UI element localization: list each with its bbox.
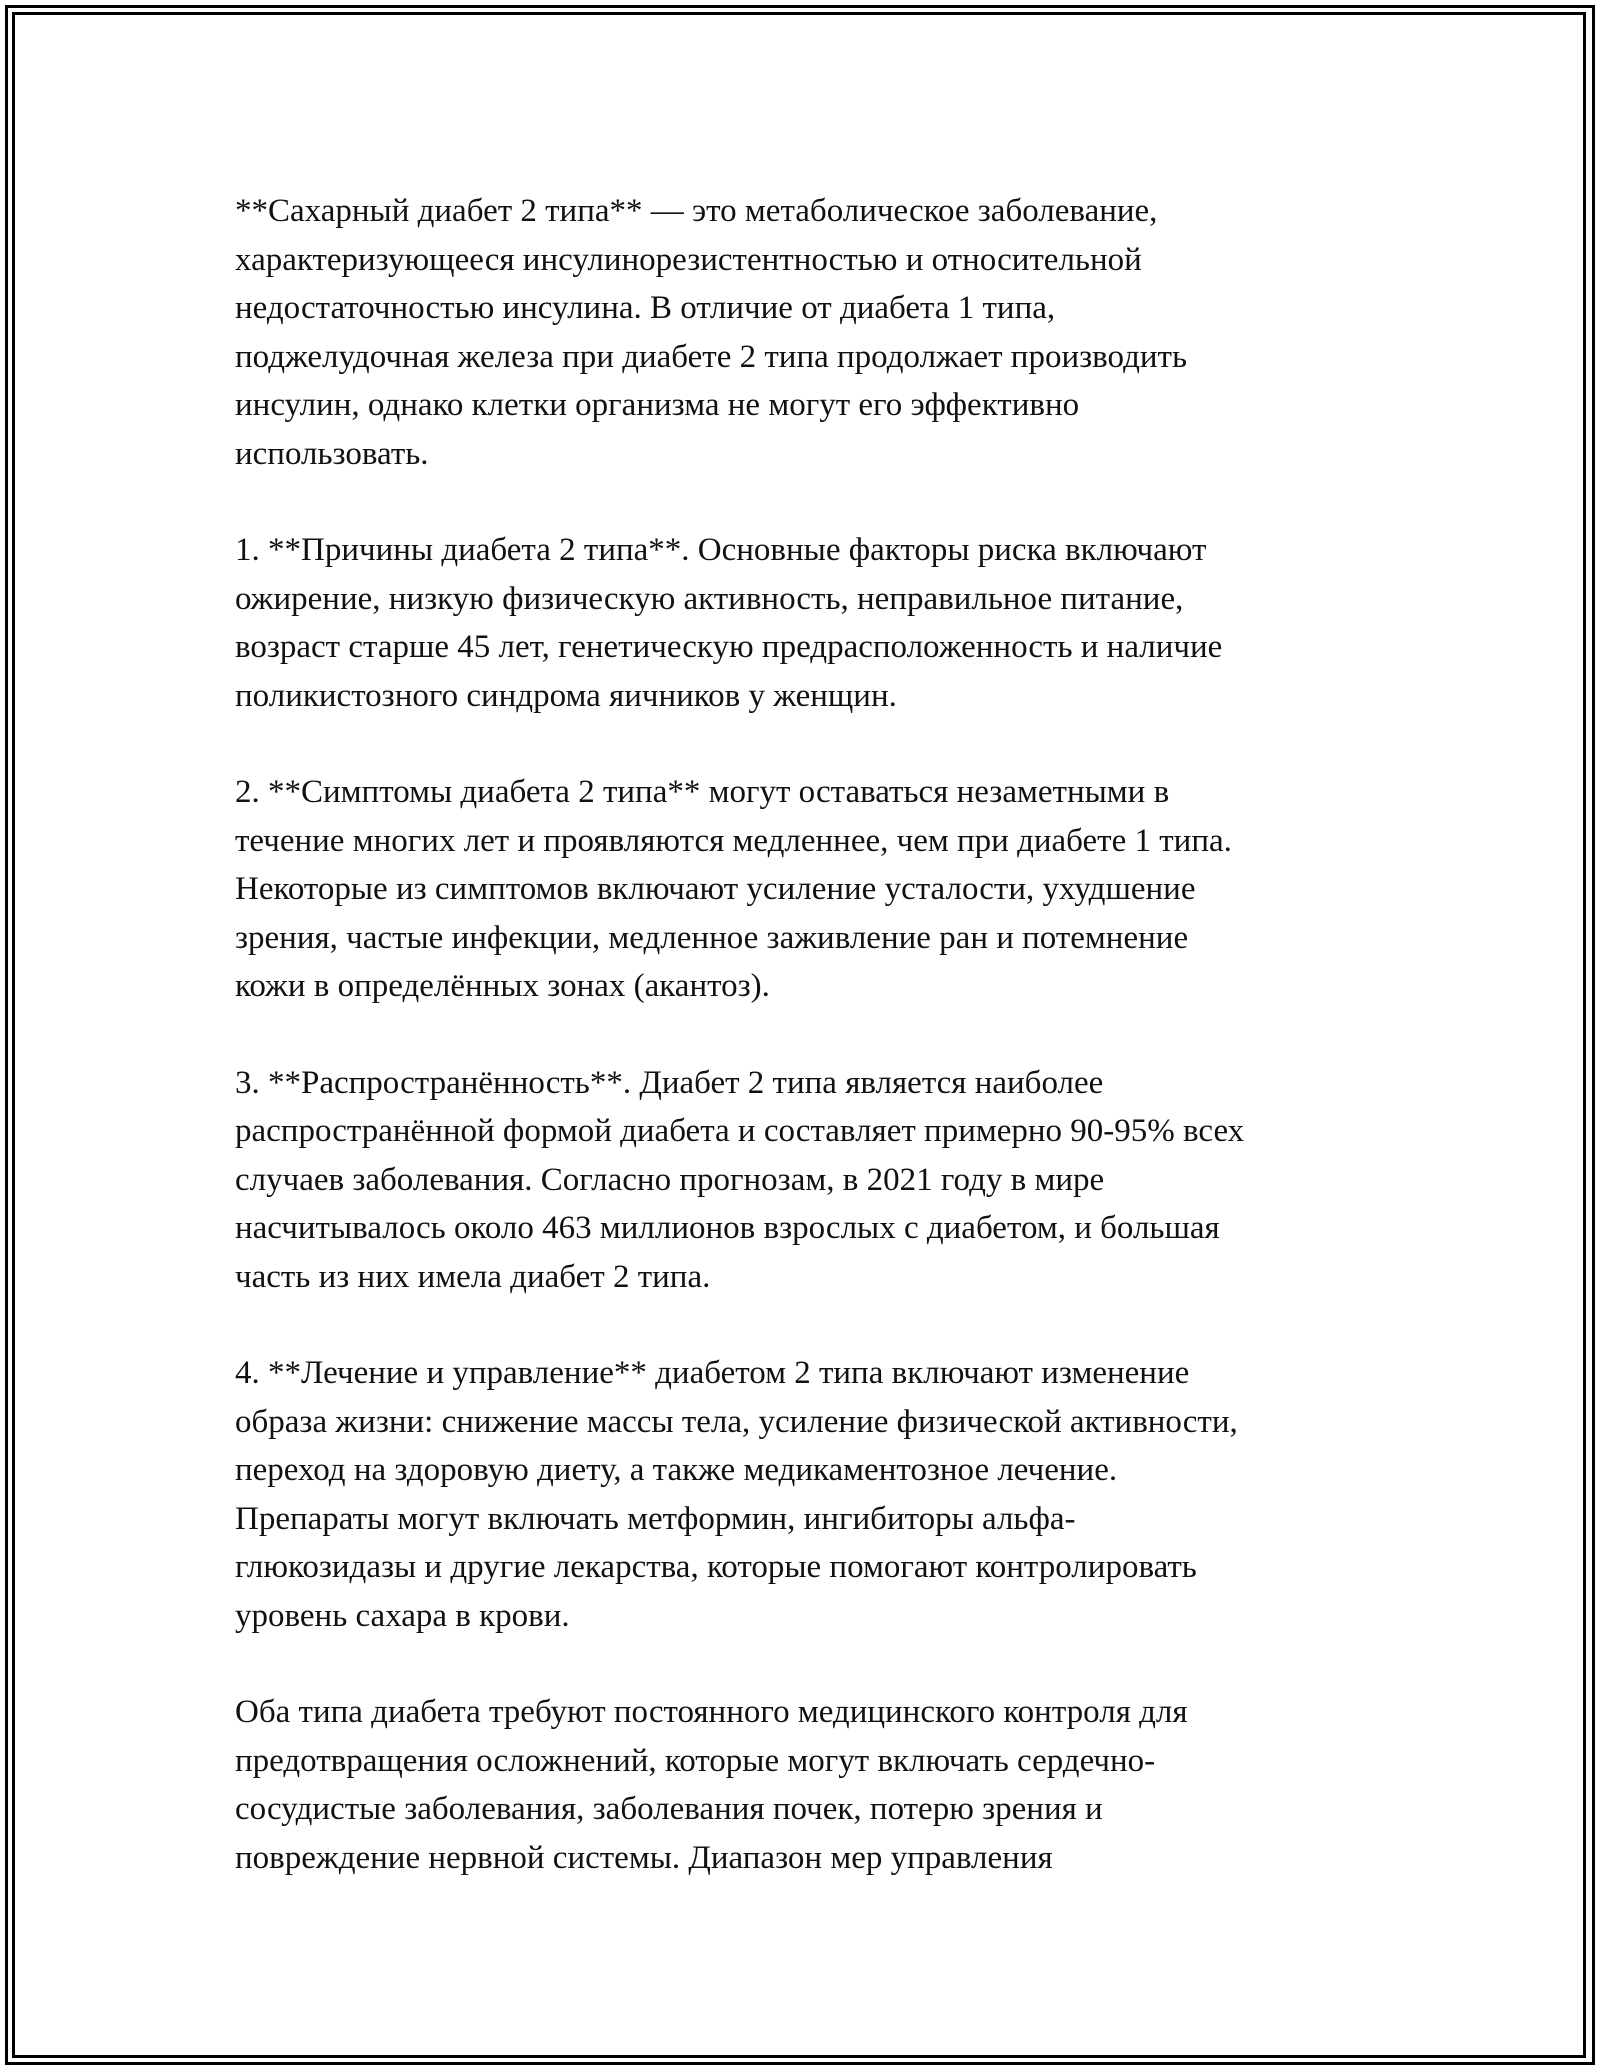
text-line: переход на здоровую диету, а также медикаментозное лечение.	[235, 1452, 1118, 1488]
text-line: предотвращения осложнений, которые могут включать сердечно-	[235, 1742, 1156, 1779]
text-line: кожи в определённых зонах (акантоз).	[235, 968, 770, 1004]
text-line: 2. **Симптомы диабета 2 типа** могут оставаться незаметными в	[235, 774, 1170, 810]
text-line: Оба типа диабета требуют постоянного медицинского контроля для	[235, 1694, 1188, 1730]
text-line: ожирение, низкую физическую активность, неправильное питание,	[235, 580, 1184, 617]
text-line: распространённой формой диабета и составляет примерно 90-95% всех	[235, 1113, 1245, 1149]
text-line: течение многих лет и проявляются медленнее, чем при диабете 1 типа.	[235, 822, 1232, 859]
text-line: поликистозного синдрома яичников у женщин.	[235, 677, 897, 714]
text-line: глюкозидазы и другие лекарства, которые помогают контролировать	[235, 1549, 1197, 1585]
text-line: характеризующееся инсулинорезистентностью и относительной	[235, 241, 1142, 278]
paragraph-treatment	[235, 1349, 1365, 1640]
document-body	[235, 187, 1365, 1882]
paragraph-intro	[235, 187, 1365, 478]
text-line: Некоторые из симптомов включают усиление усталости, ухудшение	[235, 871, 1196, 907]
text-line: уровень сахара в крови.	[235, 1597, 570, 1634]
text-line: использовать.	[235, 435, 429, 472]
text-line: повреждение нервной системы. Диапазон мер управления	[235, 1839, 1053, 1876]
text-line: недостаточностью инсулина. В отличие от диабета 1 типа,	[235, 290, 1056, 326]
text-line: часть из них имела диабет 2 типа.	[235, 1258, 711, 1295]
text-line: сосудистые заболевания, заболевания почек, потерю зрения и	[235, 1791, 1103, 1827]
text-line: случаев заболевания. Согласно прогнозам, в 2021 году в мире	[235, 1161, 1105, 1198]
text-line: образа жизни: снижение массы тела, усиление физической активности,	[235, 1403, 1238, 1440]
text-line: Препараты могут включать метформин, ингибиторы альфа-	[235, 1500, 1076, 1537]
paragraph-causes	[235, 526, 1365, 720]
text-line: зрения, частые инфекции, медленное заживление ран и потемнение	[235, 919, 1189, 956]
text-line: 1. **Причины диабета 2 типа**. Основные факторы риска включают	[235, 532, 1207, 568]
paragraph-prevalence	[235, 1059, 1365, 1302]
text-line: 3. **Распространённость**. Диабет 2 типа является наиболее	[235, 1064, 1104, 1101]
text-line: насчитывалось около 463 миллионов взрослых с диабетом, и большая	[235, 1210, 1220, 1246]
text-line: инсулин, однако клетки организма не могут его эффективно	[235, 387, 1080, 423]
text-line: 4. **Лечение и управление** диабетом 2 типа включают изменение	[235, 1355, 1190, 1391]
paragraph-symptoms	[235, 768, 1365, 1011]
text-line: возраст старше 45 лет, генетическую предрасположенность и наличие	[235, 629, 1223, 665]
paragraph-conclusion	[235, 1688, 1365, 1882]
text-line: поджелудочная железа при диабете 2 типа продолжает производить	[235, 338, 1187, 375]
text-line: **Сахарный диабет 2 типа** — это метаболическое заболевание,	[235, 193, 1158, 229]
